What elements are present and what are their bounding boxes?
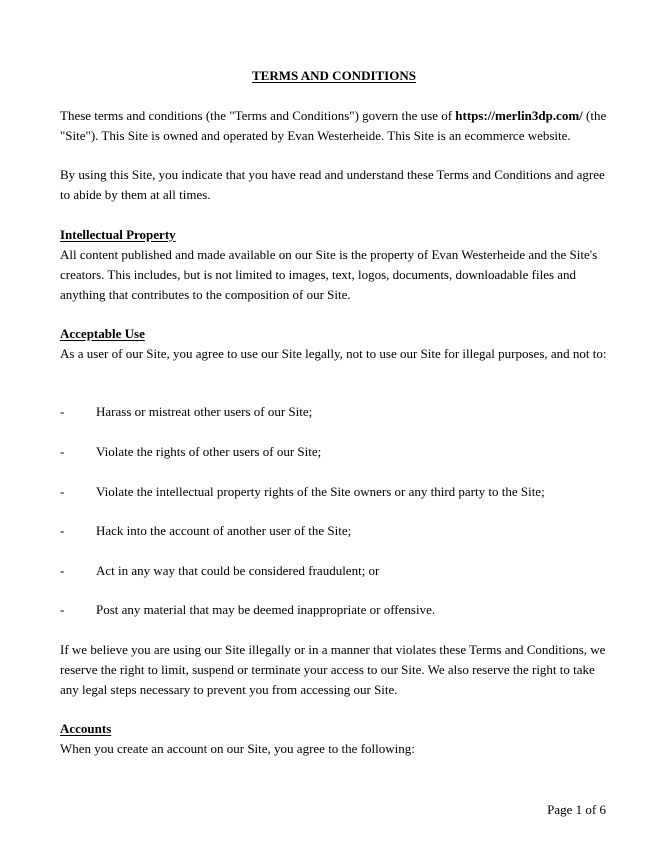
list-item (60, 561, 610, 581)
acceptable-use-section (60, 324, 610, 364)
list-item-text: Violate the intellectual property rights of the Site owners or any third party to the Site; (96, 484, 545, 499)
site-url: https://merlin3dp.com/ (455, 108, 583, 123)
intellectual-property-section (60, 225, 610, 305)
page-title (60, 66, 608, 86)
accounts-heading: Accounts (60, 721, 112, 736)
acceptable-use-closing: If we believe you are using our Site illegally or in a manner that violates these Terms and Conditions, we reserve the right to limit, suspend or terminate your access to our Site. We also reserve the right to take any legal steps necessary to prevent you from accessing our Site. (60, 642, 606, 697)
list-item-text: Harass or mistreat other users of our Site; (96, 404, 313, 419)
intellectual-property-heading: Intellectual Property (60, 227, 176, 242)
list-item-text: Act in any way that could be considered fraudulent; or (96, 563, 380, 578)
document-page (60, 0, 610, 861)
acceptable-use-heading: Acceptable Use (60, 326, 145, 341)
list-item (60, 482, 610, 502)
bullet-dash: - (60, 602, 65, 617)
bullet-dash: - (60, 444, 65, 459)
page-title-text: TERMS AND CONDITIONS (252, 68, 416, 83)
list-item-text: Violate the rights of other users of our Site; (96, 444, 322, 459)
intro-paragraph-1 (60, 106, 610, 146)
list-item-text: Post any material that may be deemed inappropriate or offensive. (96, 602, 436, 617)
bullet-dash: - (60, 484, 65, 499)
accounts-body: When you create an account on our Site, you agree to the following: (60, 741, 415, 756)
intro-paragraph-2: By using this Site, you indicate that you have read and understand these Terms and Conditions and agree to abide by them at all times. (60, 167, 605, 202)
bullet-dash: - (60, 404, 65, 419)
page-number: Page 1 of 6 (547, 802, 606, 817)
bullet-dash: - (60, 523, 65, 538)
intellectual-property-body: All content published and made available on our Site is the property of Evan Westerheide and the Site's creators. This includes, but is not limited to images, text, logos, documents, downloadable files and anything that contributes to the composition of our Site. (60, 247, 598, 302)
bullet-dash: - (60, 563, 65, 578)
intro-text-a: These terms and conditions (the "Terms and Conditions") govern the use of (60, 108, 456, 123)
list-item (60, 600, 610, 620)
accounts-section (60, 719, 610, 759)
section-heading (60, 324, 610, 344)
section-heading (60, 719, 610, 739)
acceptable-use-body: As a user of our Site, you agree to use our Site legally, not to use our Site for illegal purposes, and not to: (60, 346, 607, 361)
intro-text-b: (the "Site"). This Site is owned and operated by Evan Westerheide. This Site is an ecommerce website. (60, 108, 607, 143)
list-item (60, 521, 610, 541)
list-item (60, 442, 610, 462)
list-item-text: Hack into the account of another user of the Site; (96, 523, 352, 538)
section-heading (60, 225, 610, 245)
list-item (60, 402, 610, 422)
